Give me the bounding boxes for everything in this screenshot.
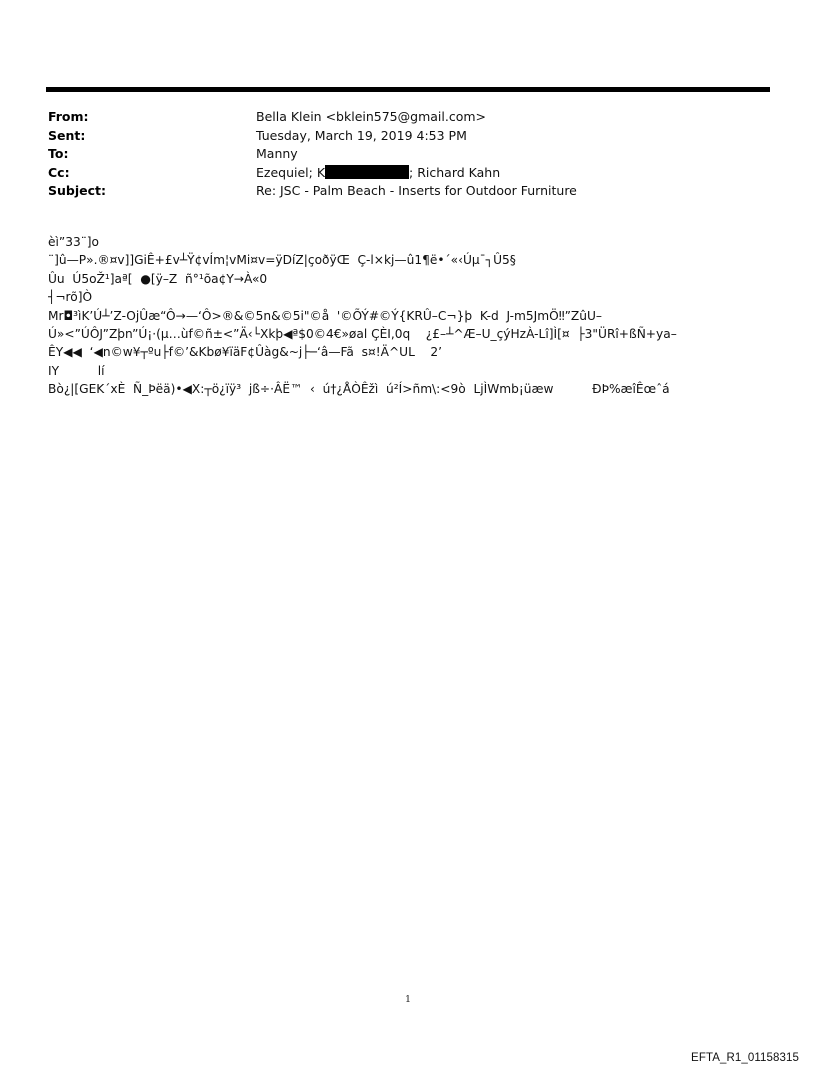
sent-value: Tuesday, March 19, 2019 4:53 PM — [256, 127, 467, 143]
body-line: ÊY◀◀ ‘◀n©w¥┬ºu├f©’&Kbø¥ïäF¢Ûàg&~j├─‘â—Fã s¤!Ä^UL 2’ — [48, 345, 442, 360]
header-divider-rule — [46, 87, 770, 92]
sent-row — [48, 127, 768, 146]
body-line: Ûu Ú5oŽ¹]aª[ ●[ÿ–Z ñ°¹õa¢Y→À«0 — [48, 271, 268, 286]
cc-value — [256, 164, 500, 183]
subject-row — [48, 182, 768, 201]
cc-value-start: Ezequiel; K — [256, 164, 326, 180]
to-value: Manny — [256, 146, 298, 161]
sent-label: Sent: — [48, 127, 86, 143]
document-id: EFTA_R1_01158315 — [691, 1052, 799, 1064]
cc-row — [48, 164, 768, 183]
body-line: ┤¬rõ]Ò — [48, 290, 93, 305]
from-value: Bella Klein <bklein575@gmail.com> — [256, 109, 486, 124]
body-line: Ú»<”ÚÔJ”Zþn”Ú¡·(µ…ùf©ñ±<”Ä‹└Xkþ◀ª$0©4€»øal ÇÈI,0q ¿£–┴^Æ–U_çýHzÀ-Lî]Ì[¤ ├3"ÜRî+ßÑ+ya– — [48, 327, 677, 342]
subject-value: Re: JSC - Palm Beach - Inserts for Outdoor Furniture — [256, 183, 577, 198]
body-line: IY lí — [48, 363, 105, 378]
subject-label: Subject: — [48, 183, 106, 198]
cc-label: Cc: — [48, 164, 70, 180]
from-row — [48, 108, 768, 127]
to-row — [48, 145, 768, 164]
redaction-box — [325, 165, 409, 179]
body-line: Bò¿|[GEK´xÈ Ñ_Þëä)•◀X:┬ö¿ïÿ³ jß÷·ÂË™ ‹ ú†¿ÅÒÊžì ú²Í>ñm\:<9ò LjÌWmb¡üæw ÐÞ%æîÊœˆá — [48, 382, 670, 397]
from-label: From: — [48, 109, 89, 124]
to-label: To: — [48, 146, 69, 161]
email-header — [48, 108, 768, 201]
page-number: 1 — [404, 994, 412, 1005]
body-line: èì”33¨]o — [48, 235, 100, 249]
body-line: Mr◘³ìK’Ú┴’Z-OjÛæ“Ô→—‘Ô>®&©5n&©5i"©å '©ÕÝ#©Ý{KRÛ–C¬}þ K-d J-m5JmÖ‼”ZûU– — [48, 308, 603, 323]
email-body — [48, 233, 768, 399]
body-line: ¨]û—P».®¤v]]GiÊ+£v┴Ÿ¢vÍm¦vMi¤v=ÿDíZ|çoðÿŒ Ç-l×kj—û1¶ë•´«‹Úµ¯┐Û5§ — [48, 253, 516, 268]
cc-value-end: ; Richard Kahn — [409, 164, 501, 180]
